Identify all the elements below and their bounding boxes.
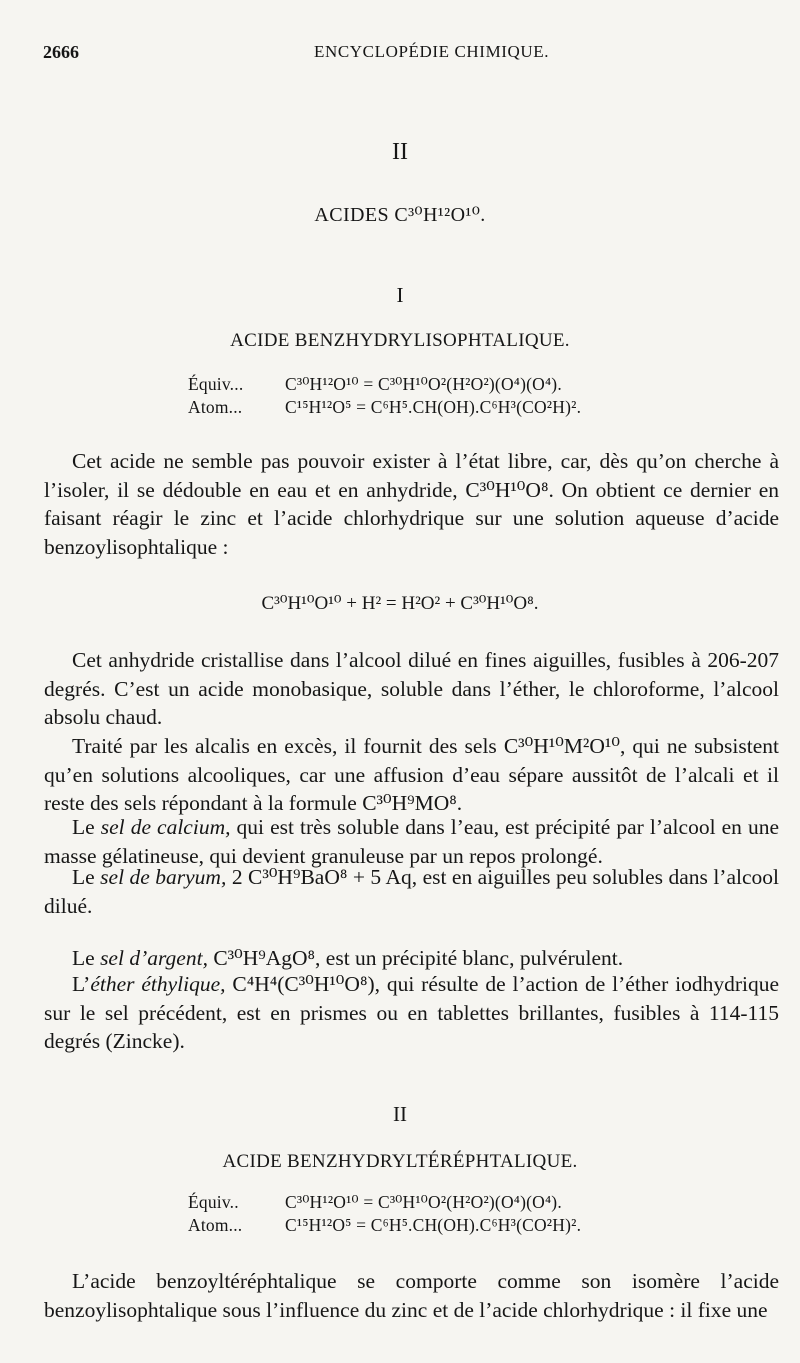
section-numeral: I xyxy=(396,283,404,307)
equiv-label: Équiv... xyxy=(188,374,244,394)
equiv-formula: C³⁰H¹²O¹⁰ = C³⁰H¹⁰O²(H²O²)(O⁴)(O⁴). xyxy=(285,1192,562,1212)
paragraph: Le sel d’argent, C³⁰H⁹AgO⁸, est un précipité blanc, pulvérulent. xyxy=(72,946,624,970)
equiv-label: Équiv.. xyxy=(188,1192,239,1212)
section-numeral: II xyxy=(393,1102,407,1126)
equiv-formula-row xyxy=(188,1192,562,1213)
atom-formula: C¹⁵H¹²O⁵ = C⁶H⁵.CH(OH).C⁶H³(CO²H)². xyxy=(285,397,582,417)
reaction-equation: C³⁰H¹⁰O¹⁰ + H² = H²O² + C³⁰H¹⁰O⁸. xyxy=(261,593,539,614)
paragraph: Traité par les alcalis en excès, il fournit des sels C³⁰H¹⁰M²O¹⁰, qui ne subsistent qu’en solutions alcooliques, car une affusion d’eau sépare aussitôt de l’alcali et il reste des sels répondant à la formule C³⁰H⁹MO⁸. xyxy=(44,734,779,815)
atom-label: Atom... xyxy=(188,1215,243,1235)
paragraph: Le sel de calcium, qui est très soluble dans l’eau, est précipité par l’alcool en une masse gélatineuse, qui devient granuleuse par un repos prolongé. xyxy=(44,815,779,868)
paragraph: Cet anhydride cristallise dans l’alcool dilué en fines aiguilles, fusibles à 206-207 degrés. C’est un acide monobasique, soluble dans l’éther, le chloroforme, l’alcool absolu chaud. xyxy=(44,648,779,729)
equiv-formula-row xyxy=(188,374,562,395)
running-title: ENCYCLOPÉDIE CHIMIQUE. xyxy=(314,42,550,61)
atom-formula-row xyxy=(188,397,581,418)
section-title: ACIDE BENZHYDRYLISOPHTALIQUE. xyxy=(230,330,570,351)
italic-term: sel d’argent, xyxy=(100,946,208,970)
chapter-numeral: II xyxy=(392,139,408,165)
italic-term: sel de baryum, xyxy=(100,865,227,889)
paragraph: L’acide benzoyltéréphtalique se comporte comme son isomère l’acide benzoylisophtalique sous l’influence du zinc et de l’acide chlorhydrique : il fixe une xyxy=(44,1269,779,1322)
atom-formula: C¹⁵H¹²O⁵ = C⁶H⁵.CH(OH).C⁶H³(CO²H)². xyxy=(285,1215,582,1235)
paragraph: L’éther éthylique, C⁴H⁴(C³⁰H¹⁰O⁸), qui résulte de l’action de l’éther iodhydrique sur le sel précédent, est en prismes ou en tablettes brillantes, fusibles à 114-115 degrés (Zincke). xyxy=(44,972,780,1053)
page-number: 2666 xyxy=(43,42,79,62)
italic-term: éther éthylique, xyxy=(90,972,226,996)
paragraph: Le sel de baryum, 2 C³⁰H⁹BaO⁸ + 5 Aq, est en aiguilles peu solubles dans l’alcool dilué. xyxy=(44,865,779,918)
atom-label: Atom... xyxy=(188,397,243,417)
italic-term: sel de calcium, xyxy=(100,815,231,839)
atom-formula-row xyxy=(188,1215,581,1236)
section-title: ACIDE BENZHYDRYLTÉRÉPHTALIQUE. xyxy=(222,1151,578,1172)
equiv-formula: C³⁰H¹²O¹⁰ = C³⁰H¹⁰O²(H²O²)(O⁴)(O⁴). xyxy=(285,374,562,394)
paragraph: Cet acide ne semble pas pouvoir exister à l’état libre, car, dès qu’on cherche à l’isoler, il se dédouble en eau et en anhydride, C³⁰H¹⁰O⁸. On obtient ce dernier en faisant réagir le zinc et l’acide chlorhydrique sur une solution aqueuse d’acide benzoylisophtalique : xyxy=(44,449,779,559)
chapter-title: ACIDES C³⁰H¹²O¹⁰. xyxy=(314,204,486,226)
